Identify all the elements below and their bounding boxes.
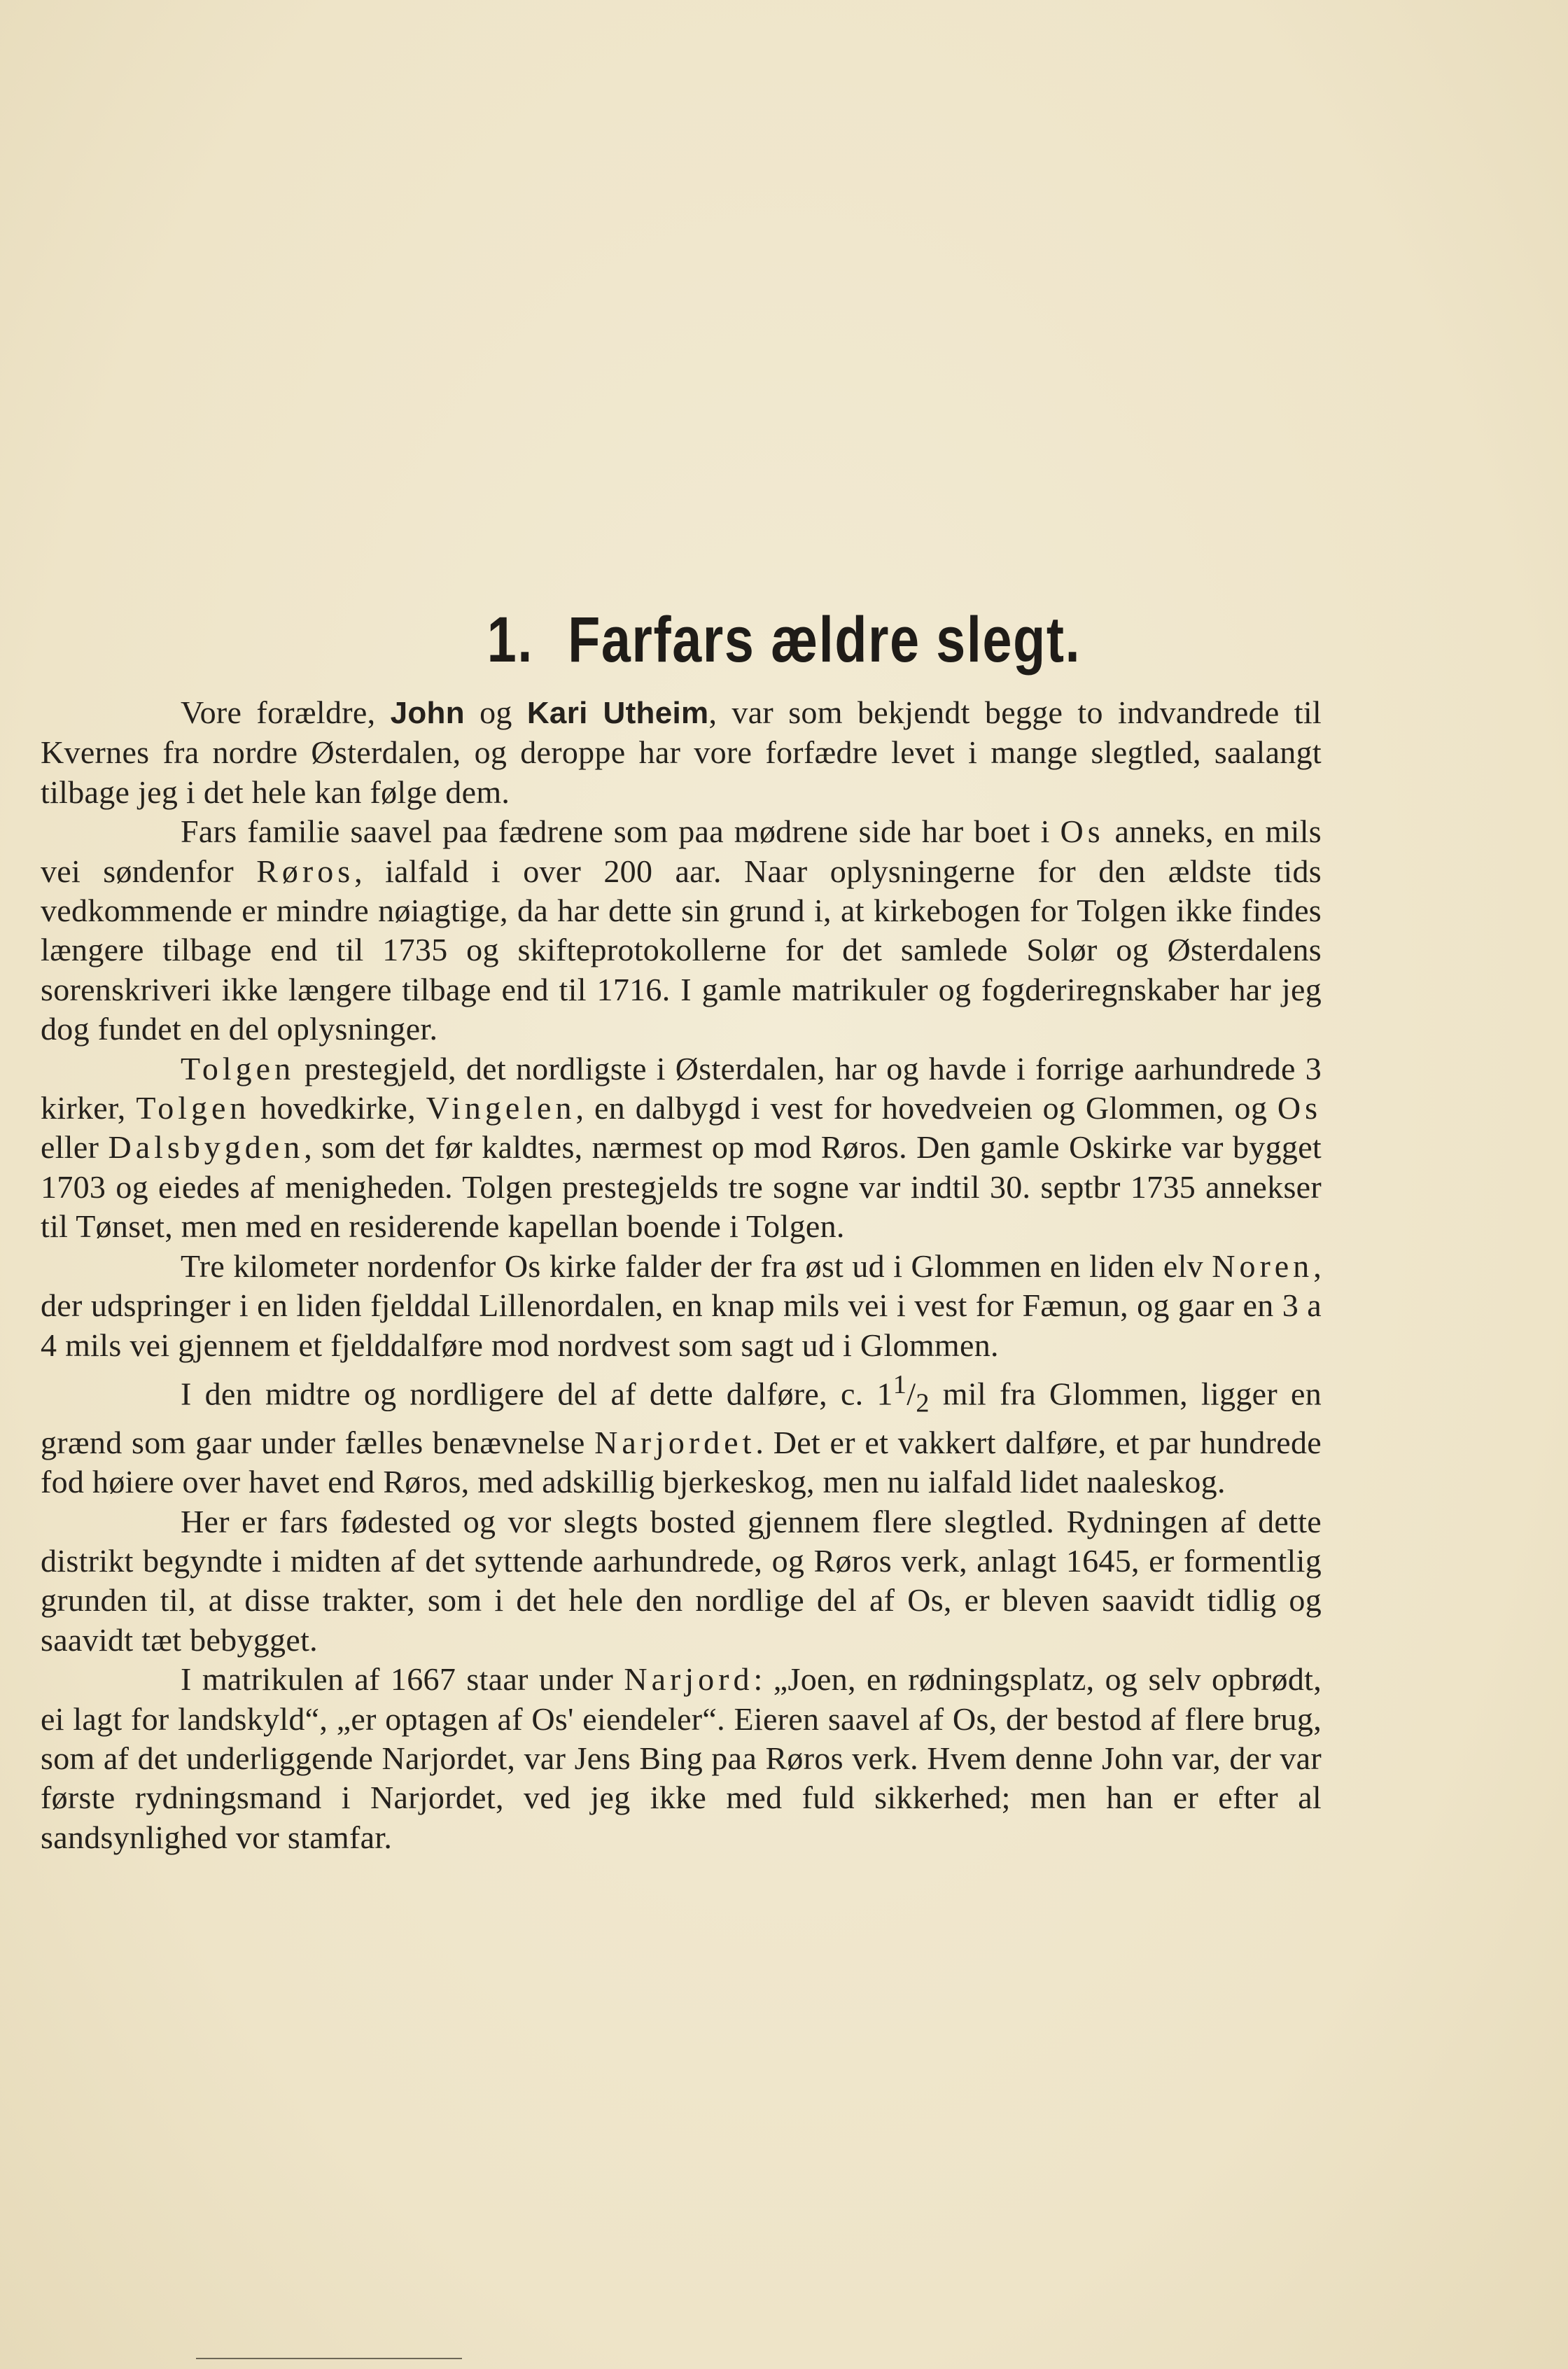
- body-text: [41, 693, 1322, 1857]
- paragraph-5: I den midtre og nordligere del af dette dalføre, c. $1^1/_2$ mil fra Glommen, ligger en grænd som gaar under fælles benævnelse Narjordet. Det er et vakkert dalføre, et par hundrede fod høiere over havet end Røros, med adskillig bjerkeskog, men nu ialfald lidet naaleskog.: [41, 1369, 1322, 1500]
- paragraph-7: I matrikulen af 1667 staar under Narjord: „Joen, en rødningsplatz, og selv opbrødt, ei lagt for landskyld“, „er optagen af Os' eiendeler“. Eieren saavel af Os, der bestod af flere brug, som af det underliggende Narjordet, var Jens Bing paa Røros verk. Hvem denne John var, der var første rydningsmand i Narjordet, ved jeg ikke med fuld sikkerhed; men han er efter al sandsynlighed vor stamfar.: [41, 1661, 1322, 1855]
- name-kari-utheim: Kari Utheim: [526, 696, 709, 730]
- paragraph-3: Tolgen prestegjeld, det nordligste i Østerdalen, har og havde i forrige aarhundrede 3 kirker, Tolgen hovedkirke, Vingelen, en dalbygd i vest for hovedveien og Glommen, og Os eller Dalsbygden, som det før kaldtes, nærmest op mod Røros. Den gamle Oskirke var bygget 1703 og eiedes af menigheden. Tolgen prestegjelds tre sogne var indtil 30. septbr 1735 annekser til Tønset, men med en residerende kapellan boende i Tolgen.: [41, 1050, 1322, 1245]
- place-tolgen-2: Tolgen: [136, 1090, 251, 1126]
- place-narjordet: Narjordet: [594, 1424, 756, 1460]
- place-noren: Noren: [1212, 1248, 1314, 1284]
- place-roros: Røros: [256, 853, 355, 889]
- paragraph-1: Vore forældre, John og Kari Utheim, var som bekjendt begge to indvandrede til Kvernes fra nordre Østerdalen, og deroppe har vore forfædre levet i mange slegtled, saalangt tilbage jeg i det hele kan følge dem.: [41, 694, 1322, 810]
- place-os-2: Os: [1277, 1090, 1322, 1126]
- paragraph-4: Tre kilometer nordenfor Os kirke falder der fra øst ud i Glommen en liden elv Noren, der udspringer i en liden fjelddal Lillenordalen, en knap mils vei i vest for Fæmun, og gaar en 3 a 4 mils vei gjennem et fjelddalføre mod nordvest som sagt ud i Glommen.: [41, 1248, 1322, 1363]
- paragraph-2: Fars familie saavel paa fædrene som paa mødrene side har boet i Os anneks, en mils vei søndenfor Røros, ialfald i over 200 aar. Naar oplysningerne for den ældste tids vedkommende er mindre nøiagtige, da har dette sin grund i, at kirkebogen for Tolgen ikke findes længere tilbage end til 1735 og skifteprotokollerne for det samlede Solør og Østerdalens sorenskriveri ikke længere tilbage end til 1716. I gamle matrikuler og fogderiregnskaber har jeg dog fundet en del oplysninger.: [41, 813, 1322, 1047]
- fraction-numerator: 1: [892, 1369, 907, 1399]
- place-dalsbygden: Dalsbygden: [108, 1129, 304, 1166]
- chapter-title: [141, 603, 1427, 677]
- chapter-heading: Farfars ældre slegt.: [568, 603, 1082, 676]
- name-john: John: [390, 696, 465, 730]
- bottom-rule: [196, 2358, 462, 2359]
- place-narjord: Narjord: [624, 1661, 754, 1698]
- place-vingelen: Vingelen: [426, 1090, 576, 1126]
- chapter-number: 1.: [486, 603, 534, 676]
- place-os: Os: [1060, 813, 1105, 850]
- place-tolgen: Tolgen: [181, 1050, 295, 1086]
- fraction-denominator: 2: [916, 1388, 930, 1418]
- paragraph-6: Her er fars fødested og vor slegts bosted gjennem flere slegtled. Rydningen af dette distrikt begyndte i midten af det syttende aarhundrede, og Røros verk, anlagt 1645, er formentlig grunden til, at disse trakter, som i det hele den nordlige del af Os, er bleven saavidt tidlig og saavidt tæt bebygget.: [41, 1503, 1322, 1658]
